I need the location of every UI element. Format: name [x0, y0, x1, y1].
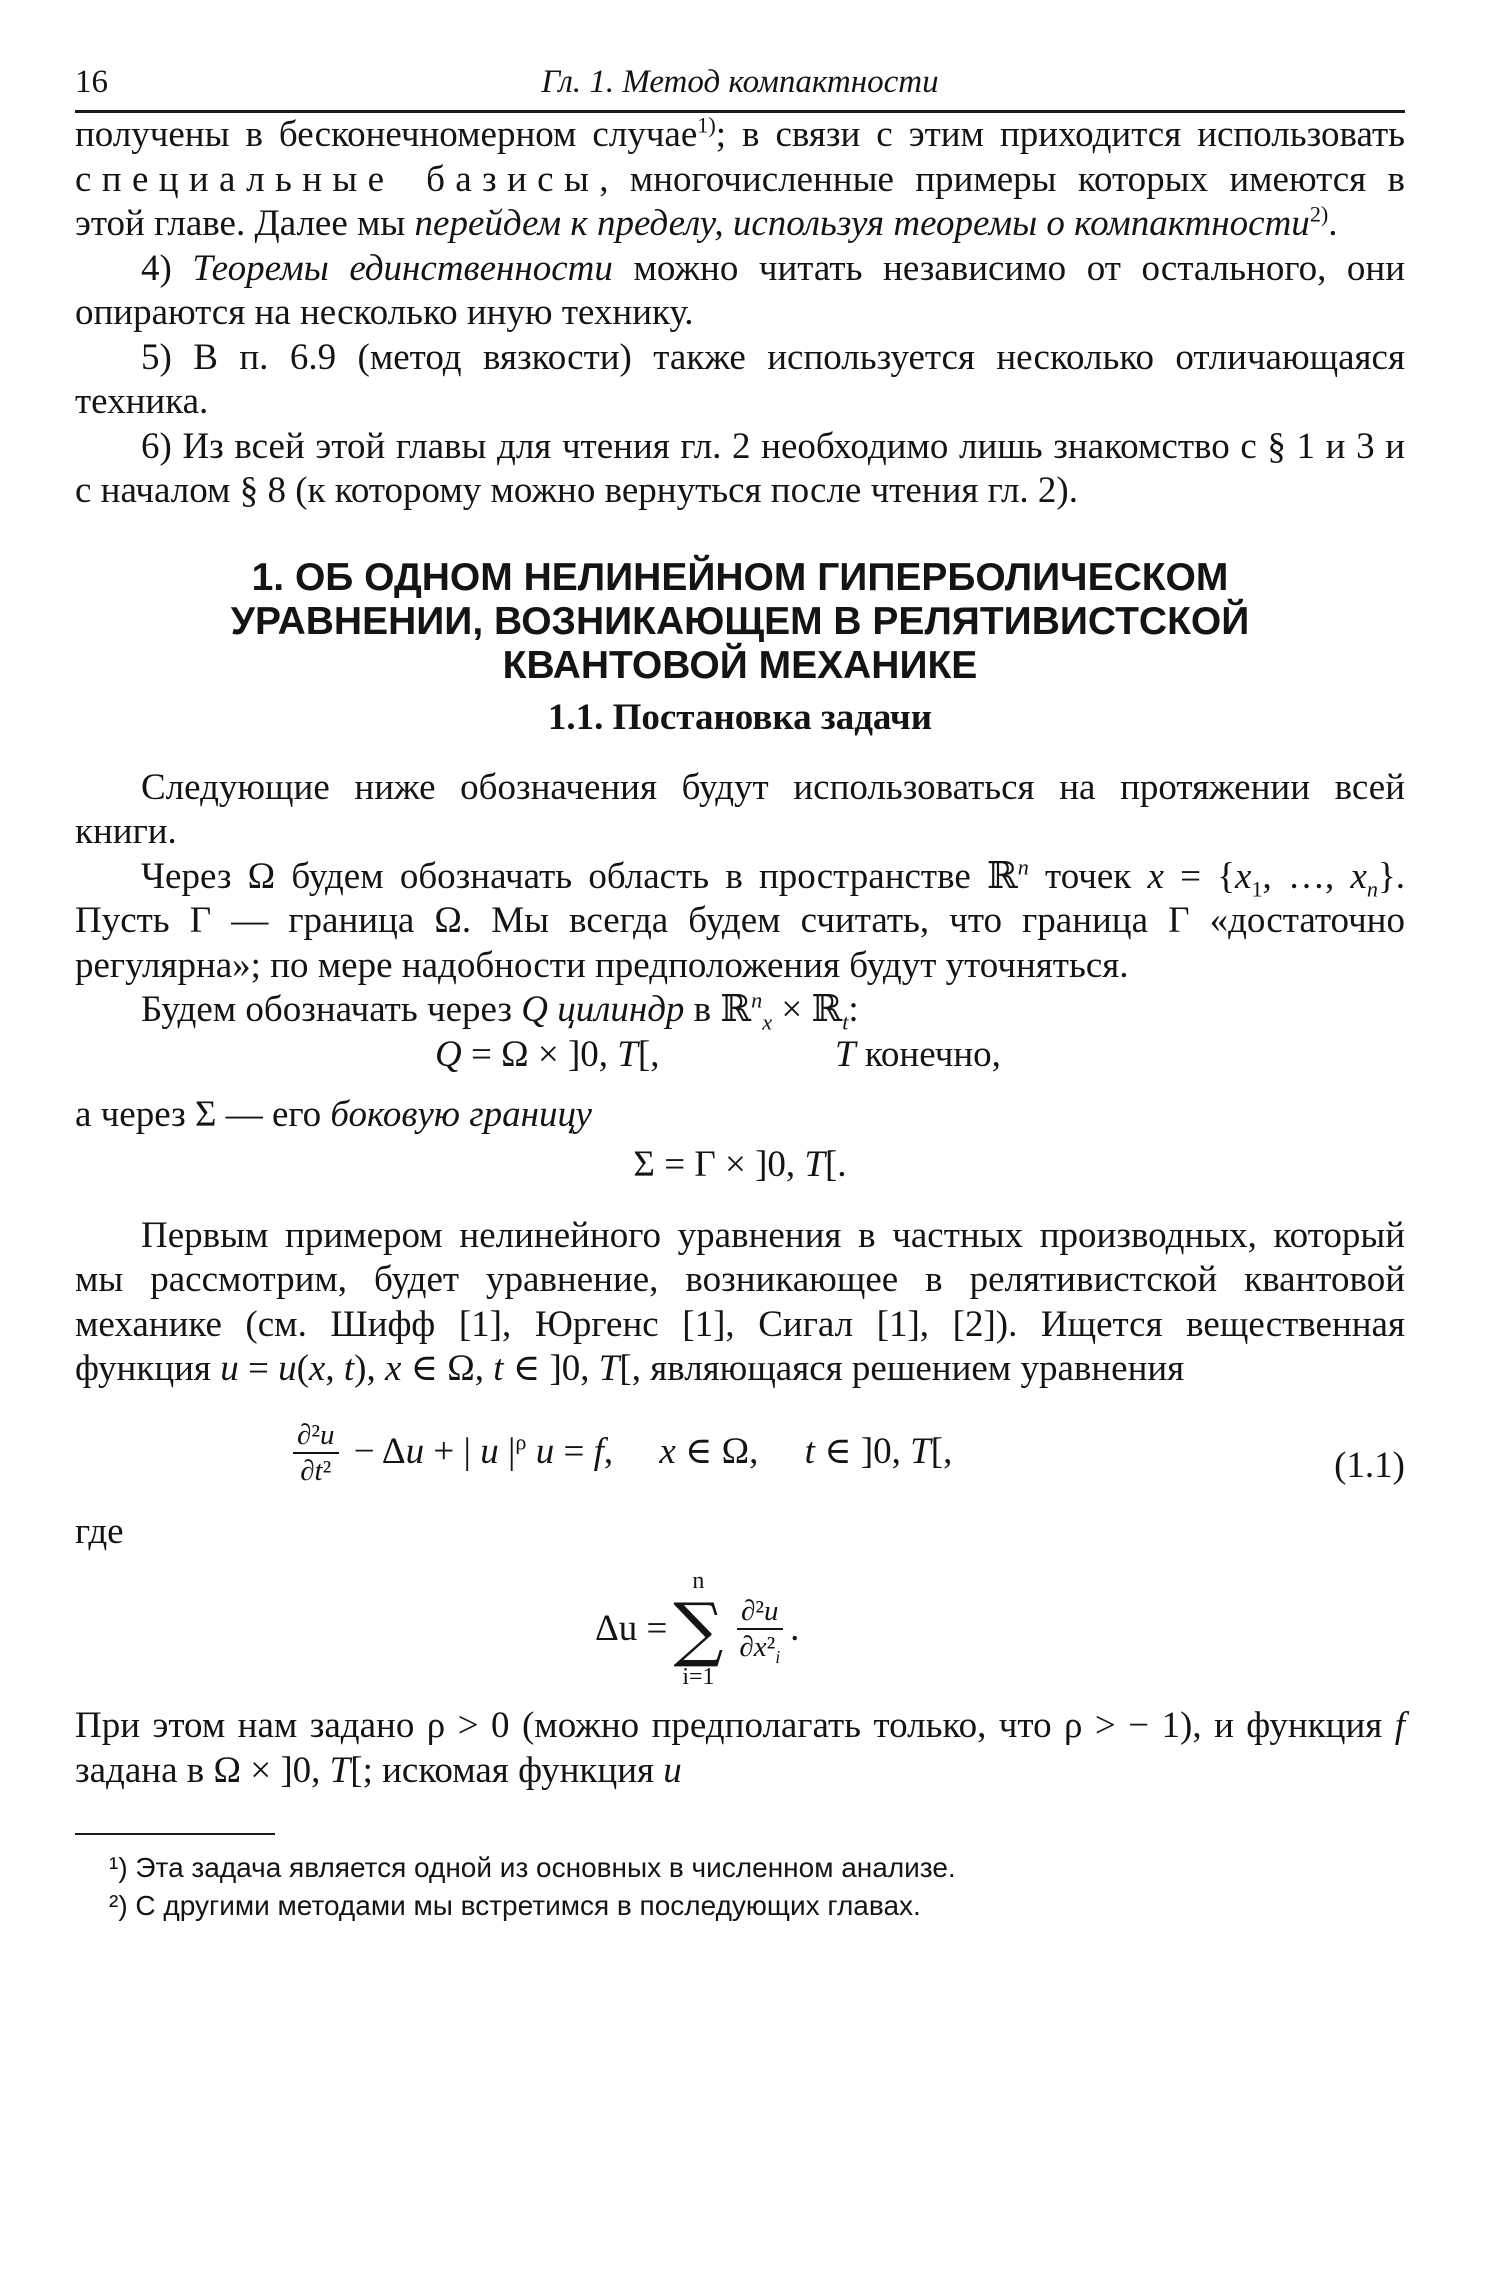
equation-1-1: $\frac{\text{∂²u}}{\text{∂t²}}$ − Δu + | u $|^\rho$ u = f, x ∈ Ω, t ∈ ]0, T[, (1.1) — [75, 1400, 1405, 1510]
equation-number: (1.1) — [1334, 1444, 1405, 1486]
page-number: 16 — [75, 64, 108, 100]
footnote-ref-2[interactable]: 2) — [1309, 201, 1329, 227]
where-label: где — [75, 1510, 124, 1552]
paragraph-notation: Следующие ниже обозначения будут использоваться на протяжении всей книги. — [75, 766, 1405, 852]
laplacian-formula: Δu = n ∑ i=1 $\frac{\text{∂²u}}{\partial x^2_i}$ . — [595, 1568, 800, 1690]
body-text — [75, 113, 1405, 1793]
running-title: Гл. 1. Метод компактности — [541, 64, 939, 100]
section-heading: 1. ОБ ОДНОМ НЕЛИНЕЙНОМ ГИПЕРБОЛИЧЕСКОМ УРАВНЕНИИ, ВОЗНИКАЮЩЕМ В РЕЛЯТИВИСТСКОЙ КВАНТОВОЙ МЕХАНИКЕ — [230, 555, 1250, 687]
paragraph-cylinder: Будем обозначать через Q цилиндр в ℝ$^n_x$ × ℝ$_t$: — [141, 987, 859, 1035]
footnotes — [75, 1849, 1405, 1925]
lateral-formula: Σ = Γ × ]0, T[. — [633, 1144, 847, 1185]
footnote-rule — [75, 1833, 275, 1835]
paragraph-5: 5) В п. 6.9 (метод вязкости) также используется несколько отличающаяся техника. — [75, 336, 1405, 422]
running-header — [75, 58, 1405, 113]
paragraph-4: 4) Теоремы единственности можно читать независимо от остального, они опираются на несколько иную технику. — [75, 247, 1406, 333]
paragraph-6: 6) Из всей этой главы для чтения гл. 2 необходимо лишь знакомство с § 1 и 3 и с началом § 8 (к которому можно вернуться после чтения гл. 2). — [75, 425, 1405, 511]
footnote-2: ²) С другими методами мы встретимся в последующих главах. — [109, 1890, 921, 1921]
footnote-ref-1[interactable]: 1) — [697, 112, 716, 138]
subsection-heading: 1.1. Постановка задачи — [547, 696, 933, 738]
footnote-1: ¹) Эта задача является одной из основных в численном анализе. — [109, 1852, 956, 1883]
paragraph-3-continued: получены в бесконечномерном случае$^{1)}$; в связи с этим приходится использовать специальные базисы, многочисленные примеры которых имеются в этой главе. Далее мы перейдем к пределу, используя теоремы о компактности$^{2)}$. — [75, 112, 1406, 244]
paragraph-lateral: а через Σ — его боковую границу — [75, 1093, 592, 1135]
paragraph-data: При этом нам задано ρ > 0 (можно предполагать только, что ρ > − 1), и функция f задана в Ω × ]0, T[; искомая функция u — [75, 1705, 1405, 1791]
page — [75, 58, 1405, 1925]
cylinder-formula: Q = Ω × ]0, T[, T конечно, — [435, 1033, 1001, 1075]
paragraph-equation-intro: Первым примером нелинейного уравнения в частных производных, который мы рассмотрим, будет уравнение, возникающее в релятивистской квантовой механике (см. Шифф [1], Юргенс [1], Сигал [1], [2]). Ищется вещественная функция u = u(x, t), x ∈ Ω, t ∈ ]0, T[, являющаяся решением уравнения — [75, 1214, 1405, 1389]
paragraph-domain: Через Ω будем обозначать область в пространстве ℝ$^n$ точек $x = \{x_1$, …, $x_n$}. Пусть Γ — граница Ω. Мы всегда будем считать, что граница Γ «достаточно регулярна»; по мере надобности предположения будут уточняться. — [75, 854, 1406, 986]
